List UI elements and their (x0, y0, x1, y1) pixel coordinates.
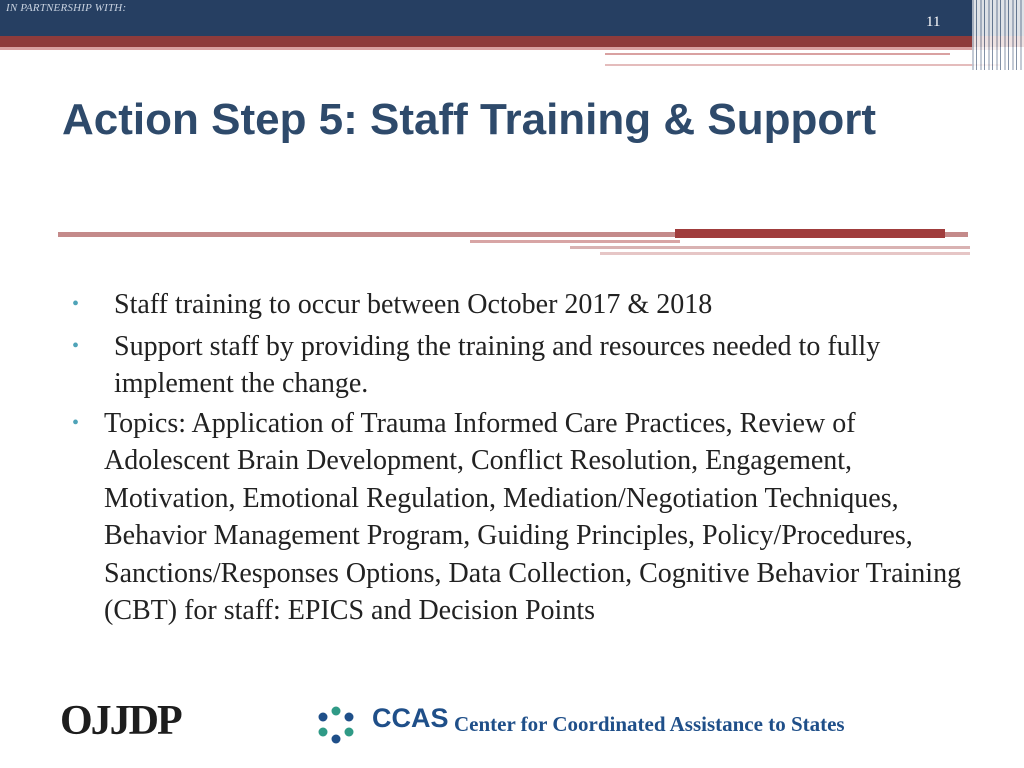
partnership-label: IN PARTNERSHIP WITH: (6, 2, 127, 14)
ojjdp-logo: OJJDP (60, 698, 181, 744)
header-band (0, 0, 1024, 36)
bullet-list (72, 286, 972, 630)
ccas-full-name: Center for Coordinated Assistance to States (454, 712, 845, 736)
header-accent-line-2 (605, 53, 950, 55)
bullet-text: Support staff by providing the training and resources needed to fully implement the change. (114, 330, 881, 399)
bullet-dot: • (72, 411, 80, 434)
bullet-dot: • (72, 334, 80, 357)
slide-number: 11 (926, 14, 941, 30)
bullet-item (72, 328, 972, 403)
header-red-band (0, 36, 1024, 47)
bullet-item (72, 405, 972, 630)
header-stripes (972, 0, 1024, 70)
header-accent-line-3 (605, 64, 1000, 66)
bullet-text: Topics: Application of Trauma Informed Care Practices, Review of Adolescent Brain Development, Conflict Resolution, Engagement, Motivation, Emotional Regulation, Mediation/Negotiation Techniques, Behavior Management Program, Guiding Principles, Policy/Procedures, Sanctions/Responses Options, Data Collection, Cognitive Behavior Training (CBT) for staff: EPICS and Decision Points (104, 407, 962, 626)
header-accent-line (0, 47, 1000, 50)
bullet-text: Staff training to occur between October 2017 & 2018 (114, 289, 713, 320)
bullet-dot: • (72, 293, 80, 315)
slide-title: Action Step 5: Staff Training & Support (62, 95, 876, 144)
ccas-circle-dots-icon (316, 706, 356, 744)
ccas-logo-abbr: CCAS (372, 703, 449, 733)
bullet-item (72, 286, 972, 324)
